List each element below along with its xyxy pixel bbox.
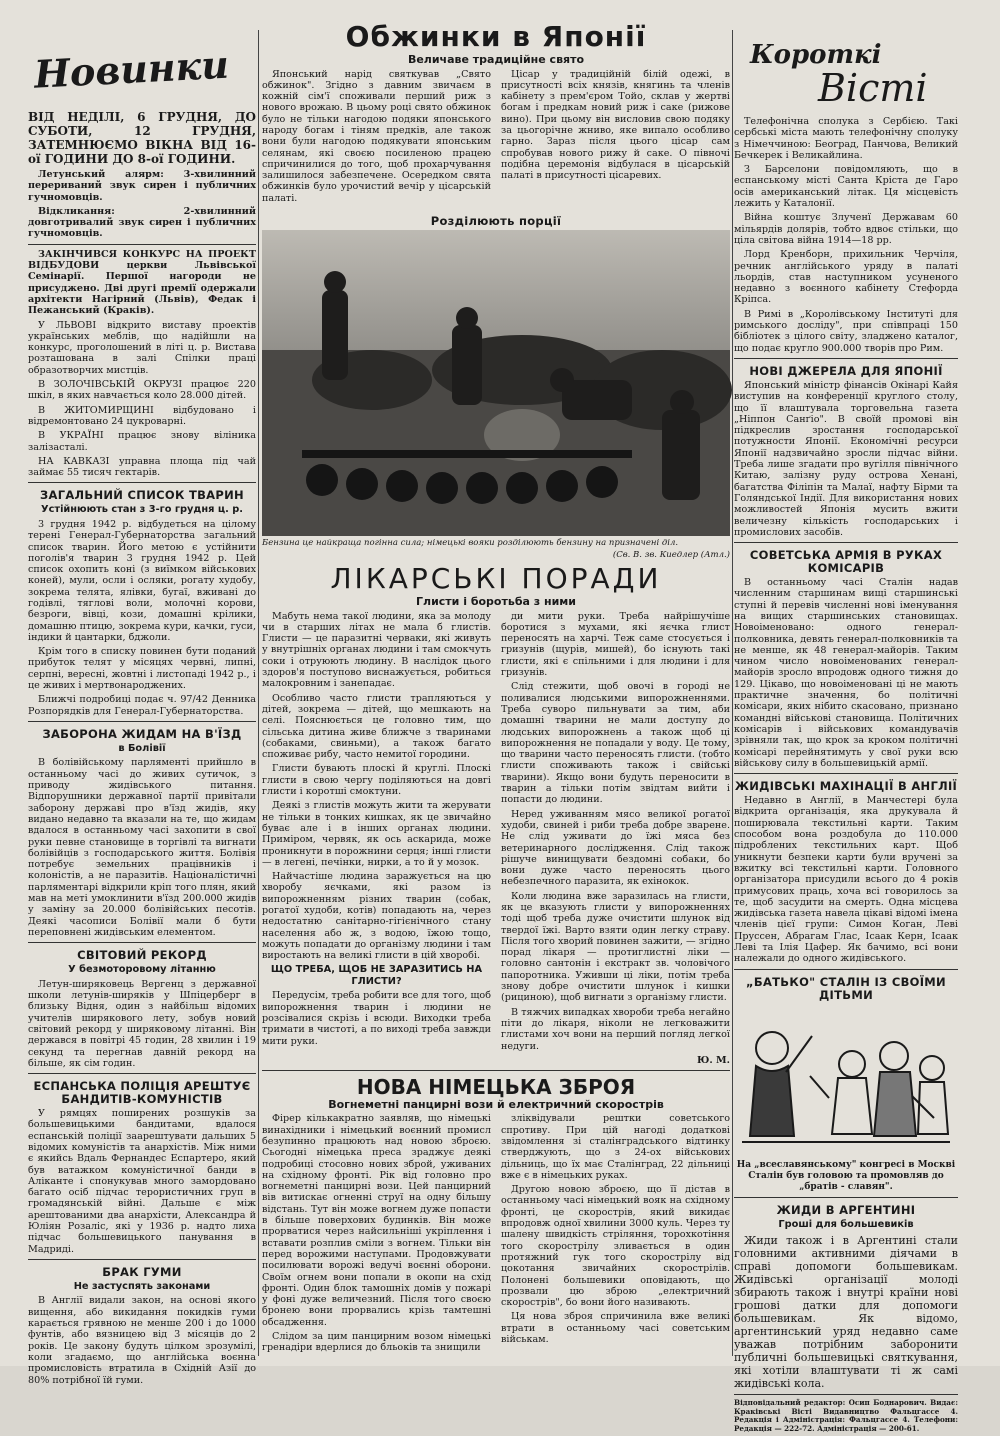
article-paragraph: В тяжчих випадках хвороби треба негайно піти до лікаря, ніколи не легковажити глистами хоч вони на перший погляд легкої недуги.	[501, 1006, 730, 1052]
article-paragraph: Передусім, треба робити все для того, щоб випорожнення тварин і людини не розсівалися скрізь і всюди. Виходки треба тримати в чистоті, а по виході треба завжди мити руки.	[262, 990, 491, 1047]
article-subtitle-ban: в Болівії	[118, 742, 166, 754]
brief-item: Війна коштує Злученї Державам 60 мільярдів долярів, тобто вдвоє стільки, що ціла світова війна 1914—18 рр.	[734, 212, 958, 246]
divider	[28, 482, 256, 483]
article-title-rubber: БРАК ГУМИ	[102, 1264, 182, 1279]
article-paragraph: Глисти бувають плоскі й круглі. Плоскі глисти в свою чергу поділяються на довгі глисти і коротші смоктуни.	[262, 763, 491, 798]
article-paragraph: Жиди також і в Аргентині стали головними активними діячами в справі допомоги большевикам. Жидівські організації молоді збирають також і внутрі країни нові грошові датки для допомоги большевикам. Як відомо, аргентинський уряд недавно саме уважав потрібним заборонити публичні большевицькі святкування, які хотіли влаштувати ті ж самі жидівські кола.	[734, 1233, 958, 1390]
news-item: У ЛЬВОВІ відкрито виставу проектів українських меблів, що надійшли на конкурс, проголошений в літі ц. р. Вистава розташована в залі Спілки праці образотворчих мистців.	[28, 319, 256, 376]
article-paragraph: Мабуть нема такої людини, яка за молоду чи в старших літах не мала б глистів. Глисти — це паразитні черваки, які живуть у внутрішніх органах людини і там смокчуть соки і отруюють людину. В наслідок цього здоров'я поступово виснажується, робиться малокровним і занепадає.	[262, 610, 491, 690]
divider	[734, 358, 958, 359]
article-paragraph: Ця нова зброя спричинила вже великі втрати в останньому часі советським військам.	[501, 1311, 730, 1345]
headline-medical-subtitle: Глисти і боротьба з ними	[416, 595, 576, 609]
article-title-police: ЕСПАНСЬКА ПОЛІЦІЯ АРЕШТУЄ БАНДИТІВ-КОМУНІСТІВ	[33, 1079, 251, 1107]
article-paragraph: Японський нарід святкував „Свято обжинок". Згідно з давним звичаєм в кожній сім'ї споживали перший риж з нового врожаю. В цьому році свято обжинок було не тільки нагодою подяки японського народу богам і тіням предків, але також вони були нагодою подякувати японським селянам, які своєю посиленою працею спричинилися до того, щоб прохарчування залишилося забезпечене. Осередком свята обжинків було урочистий вечір у цісарській палаті.	[262, 68, 491, 204]
imprint: Відповідальний редактор: Осип Боднарович. Видає: Краківські Вісті Видавництво Фальцгассе 4. Редакція і Адміністрація: Фальцгассе 4. Телефони: Редакція — 222-72. Адміністрація — 200-61.	[734, 1397, 958, 1433]
divider	[28, 1073, 256, 1074]
article-title-record: СВІТОВИЙ РЕКОРД	[77, 948, 207, 963]
headline-weapon-subtitle: Вогнеметні панцирні вози й електричний скорострів	[328, 1097, 664, 1111]
weapon-article	[262, 1113, 730, 1356]
article-paragraph: В болівійському парляменті прийшло в останньому часі до живих сутичок, з приводу жидівського питання. Відпорушники державної партії привітали заборону державі про в'їзд жидів, яку видано недавно та вказали на те, що жидам вдалося в останньому часі захопити в свої руки певне становище в торгівлі та вигнати болівійців з господарського життя. Болівія потребує земельних працівників і колоністів, а не паразитів. Націоналістичні парляментарі відкрили кріп того плян, який мав на меті умоклинити в'їзд 200.000 жидів у заміну за 20.000 болівійських песотів. Деякі часописи Болівії мали б бути переповнені жидівським елементом.	[28, 757, 256, 938]
column-rule	[258, 30, 259, 1356]
article-paragraph: Фірер кількакратно заявляв, що німецькі винахідники і німецький воєнний промисл безупинно працюють над новою зброєю. Сьогодні німецька преса зраджує деякі подробиці стосовно нових зброй, уживаних на східному фронті. Рік від головно про вогнеметні панцирні вози. Цей панцирний вів витискає огненні струї на одну більшу відстань. Тут він може вогнем дуже попасти в більше поверхових будинків. Він може прорватися через найсильніші укріплення і вставати розплив сміли з вогнем. Тільки він перед ворожими наступами. Продовжувати посилювати ворожі ведучі воєнні оборони. Своїм огнем вони попали в окопи на схід фронті. Один блок тамошніх домів у пожарі у фоні дуже величезний. Після того своєю бронею вони прорвались крізь тамтешні обсадження.	[262, 1113, 491, 1328]
brief-item: Телефонічна сполука з Сербією. Такі сербські міста мають телефонічну сполуку з Німеччиною: Београд, Панчова, Великий Бечкерек і Великайлина.	[734, 116, 958, 161]
article-paragraph: Деякі з глистів можуть жити та жерувати не тільки в тонких кишках, як це звичайно буває але і в інших органах людини. Приміром, червяк, як ось аскарида, може проникнути в порожнини серця; інші глисти — в легені, печінки, нирки, а то й у мозок.	[262, 800, 491, 868]
cartoon-stalin	[734, 1006, 958, 1156]
article-paragraph: Цісар у традиційній білій одежі, в присутності всіх князів, княгинь та членів кабінету з прем'єром Тойо, склав у жертві богам і предкам новий риж і саке (рижове вино). При цьому він висловив свою подяку за цьогорічне жниво, яке випало особливо гарно. Зараз після цього цісар сам спробував нового рижу й саке. О півночі подібна церемонія відбулася в цісарській палаті в присутності цісаревих.	[501, 68, 730, 182]
blackout-notice: ВІД НЕДІЛІ, 6 ГРУДНЯ, ДО СУБОТИ, 12 ГРУДНЯ, ЗАТЕМНЮЄМО ВІКНА ВІД 16-ої ГОДИНИ ДО 8-ої ГОДИНИ.	[28, 110, 256, 166]
headline-harvest-subtitle: Величаве традиційне свято	[407, 53, 585, 66]
divider	[734, 1197, 958, 1198]
article-paragraph: У рямцях поширених розшуків за большевицькими бандитами, вдалося еспанській поліції заарештувати дальших 5 відомих комуністів та анархістів. Між ними є якийсь Вдаль Фернандес Еспартеро, який був ватажком комуністичної банди в Аліканте і спонукував много замордовано багато осіб підчас терористичних груп в громадянській війні. Дальше є між арештованими два анархісти, Александра й Юліян Розаліс, які у 1936 р. надто лиха підчас большевицького панування в Мадриді.	[28, 1108, 256, 1255]
medical-column-b	[501, 611, 730, 1066]
article-paragraph: Ближчі подробиці подає ч. 97/42 Денника Розпорядків для Генерал-Губернаторства.	[28, 694, 256, 717]
photo-caption-row	[262, 538, 730, 548]
weapon-column-a	[262, 1113, 491, 1356]
divider	[28, 721, 256, 722]
medical-signature: Ю. М.	[697, 1054, 730, 1066]
divider	[262, 1070, 730, 1071]
article-paragraph: Слід стежити, щоб овочі в городі не поливалися людськими випорожненнями. Треба суворо пильнувати за тим, аби домашні тварини не мали доступу до людських випорожнень а також щоб ці випорожнення не попадали у воду. Це тому, що тварини часто переносять глисти. (тобто глисти споживають також і свійські тварини). Якщо вони будуть переносити в тварин а тільки потім звідтам вийти і попасти до людини.	[501, 681, 730, 806]
divider	[734, 969, 958, 970]
medical-article	[262, 611, 730, 1066]
alarm-notice: Летунський алярм: 3-хвилинний перериваний звук сирен і публичних гучномовців.	[28, 169, 256, 203]
article-title-army: СОВЕТСЬКА АРМІЯ В РУКАХ КОМІСАРІВ	[749, 548, 943, 576]
middle-column	[262, 20, 730, 1357]
cartoon-stalin-drawing	[734, 1006, 958, 1156]
article-paragraph: Другою новою зброєю, що її дістав в останньому часі німецький вояк на східному фронті, це скорострів, який викидає впродовж одної хвилини 3000 куль. Через ту шалену швидкість стріляння, торохкотіння того скорострілу зливається в один протяжний гук того скорострілу від цокотання звичайних скорострілів. Полонені большевики оповідають, що прозвали цю зброю „електричний скорострів", бо вони його називають.	[501, 1184, 730, 1309]
article-title-machinations: ЖИДІВСЬКІ МАХІНАЦІЇ В АНГЛІЇ	[734, 779, 958, 794]
left-column	[28, 40, 256, 1389]
photo-caption: Бензина це найкраща погінна сила; німецькі вояки розділюють бензину на призначені діл.	[262, 538, 679, 549]
article-paragraph: В Англії видали закон, на основі якого вищення, або викидання покидків гуми карається грявною не менше 200 і до 1000 фунтів, або вязницею від 3 місяців до 2 років. Це закону будуть цілком зрозумілі, коли згадаємо, що англійська воєнна промисловість втратила в Східній Азії до 80% потрібної їй гуми.	[28, 1295, 256, 1386]
photo-credit: (Св. В. зв. Киедлер (Атл.)	[612, 550, 730, 561]
column-rule	[732, 30, 733, 1356]
divider	[28, 244, 256, 245]
divider	[28, 942, 256, 943]
article-paragraph: Слідом за цим панцирним возом німецькі гренадіри вдерлися до бльоків та знищили	[262, 1330, 491, 1354]
article-title-stalin: „БАТЬКО" СТАЛІН ІЗ СВОЇМИ ДІТЬМИ	[746, 974, 946, 1002]
photo-soldiers-fuel-image	[262, 230, 730, 536]
photo-section-title: Розділюють порції	[430, 214, 562, 229]
medical-column-a	[262, 611, 491, 1066]
article-title-census: ЗАГАЛЬНИЙ СПИСОК ТВАРИН	[40, 488, 244, 503]
photo-soldiers-fuel	[262, 230, 730, 536]
article-paragraph: Летун-ширяковець Вергенц з державної школи летунів-ширяків у Шпіцерберг в близьку Відня, один з найбільш відомих учителів ширякового лету, зобув новий світовий рекорд у ширяковому літанні. Він держався в повітрі 45 годин, 28 хвилин і 19 секунд та перегнав давній рекорд на більше, як сім годин.	[28, 978, 256, 1069]
masthead-short-news	[734, 40, 958, 110]
article-paragraph: Недавно в Англії, в Манчестері була відкрита організація, яка друкувала й поширювала текстильні карти. Таким способом вона роздобула до 110.000 підроблених текстильних карт. Щоб уникнути безпеки карти були вручені за вжитку всі текстильні карти. Головного організатора присудили всього до 4 років примусових праць, хоча всі говорилось за те, щоб засудити на смерть. Одна місцева жидівська газета навела цікаві відомі імена членів цієї групи: Симон Коган, Леві Пруссен, Абрагам Глас, Ісаак Керн, Ісаак Леві та Ілія Цафер. Як бачимо, всі вони належали до одного жидівського.	[734, 795, 958, 965]
news-item: НА КАВКАЗІ управна площа під чай займає 55 тисяч гектарів.	[28, 455, 256, 479]
news-item: В ЖИТОМИРЩИНІ відбудовано і відремонтовано 24 цукроварні.	[28, 404, 256, 427]
article-paragraph: Японський міністр фінансів Окінарі Кайя виступив на конференції круглого столу, що її влаштувала торговельна газета „Ніппон Санґіо". В своїй промові він підкреслив зростання господарської потужности Японії. Економічні ресурси Японії надзвичайно зросли підчас війни. Треба лише згадати про вугілля північного Китаю, залізну руду острова Хенані, багатства Філіпін та Малаї, нафту Бірми та Голяндської Індії. Для використання нових можливостей Японія мусить вжити величезну кількість господарських і промислових засобів.	[734, 379, 958, 538]
headline-medical: ЛІКАРСЬКІ ПОРАДИ	[330, 562, 662, 596]
masthead-short: Короткі	[750, 40, 882, 70]
divider	[28, 1259, 256, 1260]
brief-item: З Барселони повідомляють, що в еспанському місті Санта Кріста де Гаро осів американський літак. Ця місцевість лежить у Каталонії.	[734, 164, 958, 210]
article-paragraph: ди мити руки. Треба найрішучіше боротися з мухами, які яєчка глист переносять на харчі. Теж саме стосується і гризунів (щурів, мишей), бо існують такі глисти, які є спільними і для людини і для гризунів.	[501, 610, 730, 679]
brief-item: Лорд Кренборн, прихильник Черчіля, речник англійського уряду в палаті льордів, став наступником усуненого недавно з воєнного кабінету Стефорда Кріпса.	[734, 249, 958, 306]
article-subtitle-argentina: Гроші для большевиків	[778, 1219, 914, 1231]
article-paragraph: Найчастіше людина заражується на цю хворобу яєчками, які разом із випорожненням різних тварин (собак, рогатої худоби, котів) попадають на, через недостатню санітарно-гігієнічного стану населення або ж, з водою, їжою тощо, можуть попадати до організму людини і там виростають на великі глисти в цій хворобі.	[262, 871, 491, 962]
news-item: ЗАКІНЧИВСЯ КОНКУРС НА ПРОЕКТ ВІДБУДОВИ церкви Львівської Семінарії. Першої нагороди не присуджено. Дві другі премії одержали архітекти Нагірний (Львів), Федак і Пежанський (Краків).	[28, 248, 256, 317]
news-item: В УКРАЇНІ працює знову віліника залізасталі.	[28, 430, 256, 453]
article-paragraph: Неред уживанням мясо великої рогатої худоби, свиней і риби треба добре зварене. Не слід уживати до їжі мяса без ветеринарного дослідження. Слід також рішуче винищувати бездомні собаки, бо вони дуже часто переносять цього небезпечного паразита, як ехінокок.	[501, 808, 730, 888]
divider	[734, 773, 958, 774]
article-title-argentina: ЖИДИ В АРГЕНТИНІ	[776, 1203, 916, 1218]
news-item: В ЗОЛОЧІВСЬКІЙ ОКРУЗІ працює 220 шкіл, в яких навчається коло 28.000 дітей.	[28, 379, 256, 402]
article-paragraph: В останньому часі Сталін надав численним старшинам вищі старшинські ступні й перевів численні нові іменування на вищих старшинських становищах. Новоіменовано: одного генерал-полковника, девять генерал-полковників та не менше, як 48 генерал-майорів. Таким чином число новоіменованих генерал-майорів зросло впродовж одного тижня до 129. Цікаво, що новоіменовані ці не мають практичне значення, бо політичні комісари, яких нібито скасовано, признано командні військові становища. Політичних комісарів і військових командувачів зрівняли так, що крок за кроком політичні комісарі перейнятимуть у свої руки всю військову силу в большевицькій армії.	[734, 577, 958, 769]
masthead-novynky: Новинки	[32, 41, 230, 97]
divider	[734, 542, 958, 543]
allclear-notice: Відкликання: 2-хвилинний довготривалий звук сирен і публичних гучномовців.	[28, 205, 256, 240]
article-subtitle-record: У безмоторовому літанню	[68, 964, 216, 976]
masthead-news: Вісті	[818, 66, 928, 110]
headline-weapon: НОВА НІМЕЦЬКА ЗБРОЯ	[356, 1074, 636, 1099]
article-paragraph: Коли людина вже заразилась на глисти, як це вказують глисти у випорожненнях тоді щоб треба дуже очистити шлунок від твердої їжі. Варто взяти один легку страву. Після того хворий повинен зажити, — згідно порад лікаря — протиглистні ліки — головно сантонін і екстракт зв. чоловічого папоротника. Уживши ці ліки, потім треба знову добре очистити шлунок і кишки (рициною), щоб вигнати з організму глисти.	[501, 890, 731, 1004]
harvest-article	[262, 69, 730, 208]
cartoon-caption: На „всеславянському" конгресі в Москві Сталін був головою та промовляв до „братів - славян".	[736, 1159, 956, 1193]
article-subtitle-rubber: Не застуспять законами	[73, 1280, 211, 1292]
article-paragraph: зліквідували рештки советського спротиву. При цій нагоді додаткові звідомлення зі сталінградського відтинку стверджують, що з 24-ох військових дільниць, що їх має Сталінград, 22 дільниці вже є в німецьких руках.	[501, 1113, 730, 1181]
headline-harvest: Обжинки в Японії	[345, 20, 647, 53]
medical-question: ЩО ТРЕБА, ЩОБ НЕ ЗАРАЗИТИСЬ НА ГЛИСТИ?	[270, 964, 483, 987]
article-paragraph: 3 грудня 1942 р. відбудеться на цілому терені Генерал-Губернаторства загальний список тварин. Його метою є устійнити поголів'я тварин 3 грудня 1942 р. Цей список охопить коні (з виїмком військових коней), мули, осли і осляки, рогату худобу, зокрема телята, ялівки, бугаї, вживані до годівлі, тяглові воли, молочні корови, безроги, вівці, кози, домашні крілики, домашню птицю, зокрема кури, качки, гуси, індики й цантарки, бджоли.	[28, 518, 256, 643]
divider	[734, 1394, 958, 1395]
article-paragraph: Крім того в списку повинен бути поданий прибуток телят у місяцях червні, липні, серпні, вересні, жовтні і листопаді 1942 р., і це живих і мертвонароджених.	[28, 646, 256, 692]
article-title-sources: НОВІ ДЖЕРЕЛА ДЛЯ ЯПОНІЇ	[749, 363, 943, 378]
weapon-column-b	[501, 1113, 730, 1356]
right-column	[734, 40, 958, 1436]
article-paragraph: Особливо часто глисти трапляються у дітей, зокрема — дітей, що мешкають на селі. Пояснюється це головно тим, що сільська дитина живе ближче з тваринами (собаками, свиньми), а також багато споживає рибу, часто немитої городини.	[262, 692, 491, 761]
article-subtitle-census: Устійнюють стан з 3-го грудня ц. р.	[41, 504, 243, 516]
brief-item: В Римі в „Королівському Інституті для римського досліду", при співпраці 150 бібліотек з цілого світу, зладжено каталог, що подає кругло 900.000 творів про Рим.	[734, 308, 958, 354]
article-title-ban: ЗАБОРОНА ЖИДАМ НА В'ЇЗД	[42, 726, 242, 741]
